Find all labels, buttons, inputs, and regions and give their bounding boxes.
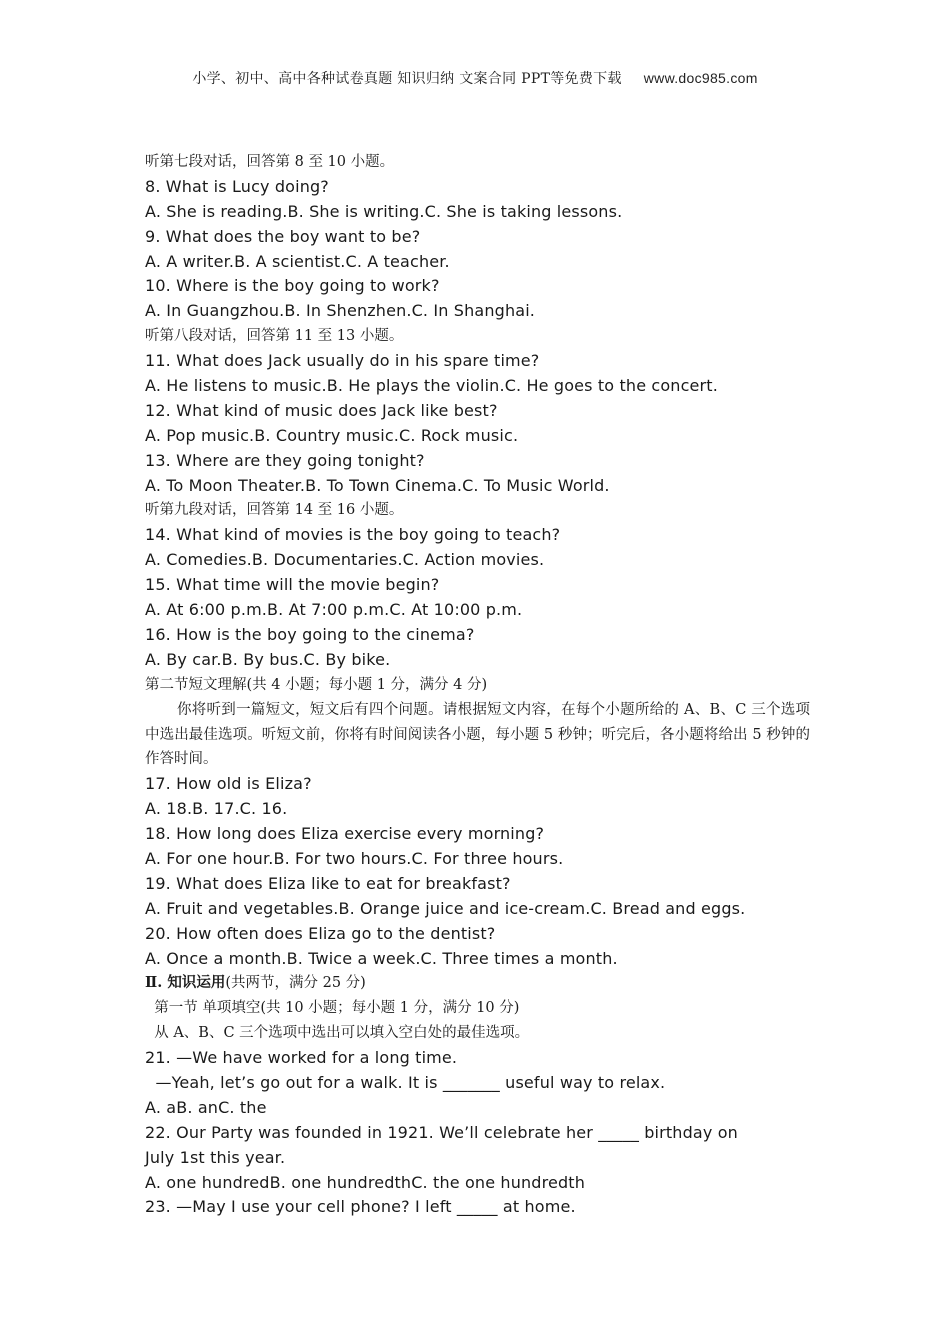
question-line: 19. What does Eliza like to eat for breakfast? xyxy=(145,873,511,893)
question-line: 15. What time will the movie begin? xyxy=(145,575,440,595)
question-line: 11. What does Jack usually do in his spare time? xyxy=(145,351,540,371)
question-line: A. To Moon Theater.B. To Town Cinema.C. To Music World. xyxy=(145,475,610,495)
question-line: A. Once a month.B. Twice a week.C. Three times a month. xyxy=(145,948,618,968)
question-line: 21. —We have worked for a long time. xyxy=(145,1048,458,1068)
question-line: A. She is reading.B. She is writing.C. She is taking lessons. xyxy=(145,201,623,221)
question-line: A. one hundredB. one hundredthC. the one hundredth xyxy=(145,1172,585,1192)
question-line: A. aB. anC. the xyxy=(145,1097,267,1117)
question-line: A. At 6:00 p.m.B. At 7:00 p.m.C. At 10:00 p.m. xyxy=(145,600,523,620)
question-line: 22. Our Party was founded in 1921. We’ll celebrate her _____ birthday on xyxy=(145,1122,738,1142)
part-heading xyxy=(145,971,810,996)
question-line: 23. —May I use your cell phone? I left _____ at home. xyxy=(145,1197,576,1217)
question-line: 18. How long does Eliza exercise every morning? xyxy=(145,824,545,844)
section-instruction: 听第八段对话，回答第 11 至 13 小题。 xyxy=(145,328,404,345)
question-line: 9. What does the boy want to be? xyxy=(145,226,421,246)
page-header xyxy=(0,68,950,88)
question-line: A. Fruit and vegetables.B. Orange juice and ice-cream.C. Bread and eggs. xyxy=(145,898,746,918)
question-line: A. Pop music.B. Country music.C. Rock music. xyxy=(145,425,519,445)
section-instruction: 第一节 单项填空(共 10 小题；每小题 1 分，满分 10 分) xyxy=(145,1000,520,1017)
question-line: 13. Where are they going tonight? xyxy=(145,450,425,470)
question-line: A. In Guangzhou.B. In Shenzhen.C. In Shanghai. xyxy=(145,301,536,321)
question-line: A. Comedies.B. Documentaries.C. Action movies. xyxy=(145,550,545,570)
question-line: A. By car.B. By bus.C. By bike. xyxy=(145,649,391,669)
part-heading-title: Ⅱ. 知识运用 xyxy=(145,974,226,992)
section-instruction: 听第九段对话，回答第 14 至 16 小题。 xyxy=(145,502,404,519)
question-line: —Yeah, let’s go out for a walk. It is _______ useful way to relax. xyxy=(145,1073,666,1092)
section-instruction: 第二节短文理解(共 4 小题；每小题 1 分，满分 4 分) xyxy=(145,676,488,693)
instruction-paragraph: 你将听到一篇短文，短文后有四个问题。请根据短文内容，在每个小题所给的 A、B、C 三个选项中选出最佳选项。听短文前，你将有时间阅读各小题，每小题 5 秒钟；听完后，各小题将给出 5 秒钟的作答时间。 xyxy=(145,701,810,768)
header-text: 小学、初中、高中各种试卷真题 知识归纳 文案合同 PPT等免费下载 xyxy=(192,71,622,87)
question-line: 10. Where is the boy going to work? xyxy=(145,276,440,296)
section-instruction: 从 A、B、C 三个选项中选出可以填入空白处的最佳选项。 xyxy=(145,1025,530,1042)
question-line: 16. How is the boy going to the cinema? xyxy=(145,624,475,644)
header-url: www.doc985.com xyxy=(643,70,758,86)
question-line: A. A writer.B. A scientist.C. A teacher. xyxy=(145,251,450,271)
question-line: July 1st this year. xyxy=(145,1147,286,1167)
question-line: 8. What is Lucy doing? xyxy=(145,176,329,196)
question-line: A. 18.B. 17.C. 16. xyxy=(145,799,288,819)
question-line: 14. What kind of movies is the boy going to teach? xyxy=(145,525,561,545)
exam-content xyxy=(145,150,810,1220)
question-line: A. He listens to music.B. He plays the violin.C. He goes to the concert. xyxy=(145,376,718,396)
question-line: 17. How old is Eliza? xyxy=(145,774,312,794)
question-line: 20. How often does Eliza go to the dentist? xyxy=(145,923,496,943)
question-line: A. For one hour.B. For two hours.C. For three hours. xyxy=(145,848,564,868)
question-line: 12. What kind of music does Jack like best? xyxy=(145,400,498,420)
section-instruction: 听第七段对话，回答第 8 至 10 小题。 xyxy=(145,154,395,170)
part-heading-score: (共两节，满分 25 分) xyxy=(225,975,366,992)
